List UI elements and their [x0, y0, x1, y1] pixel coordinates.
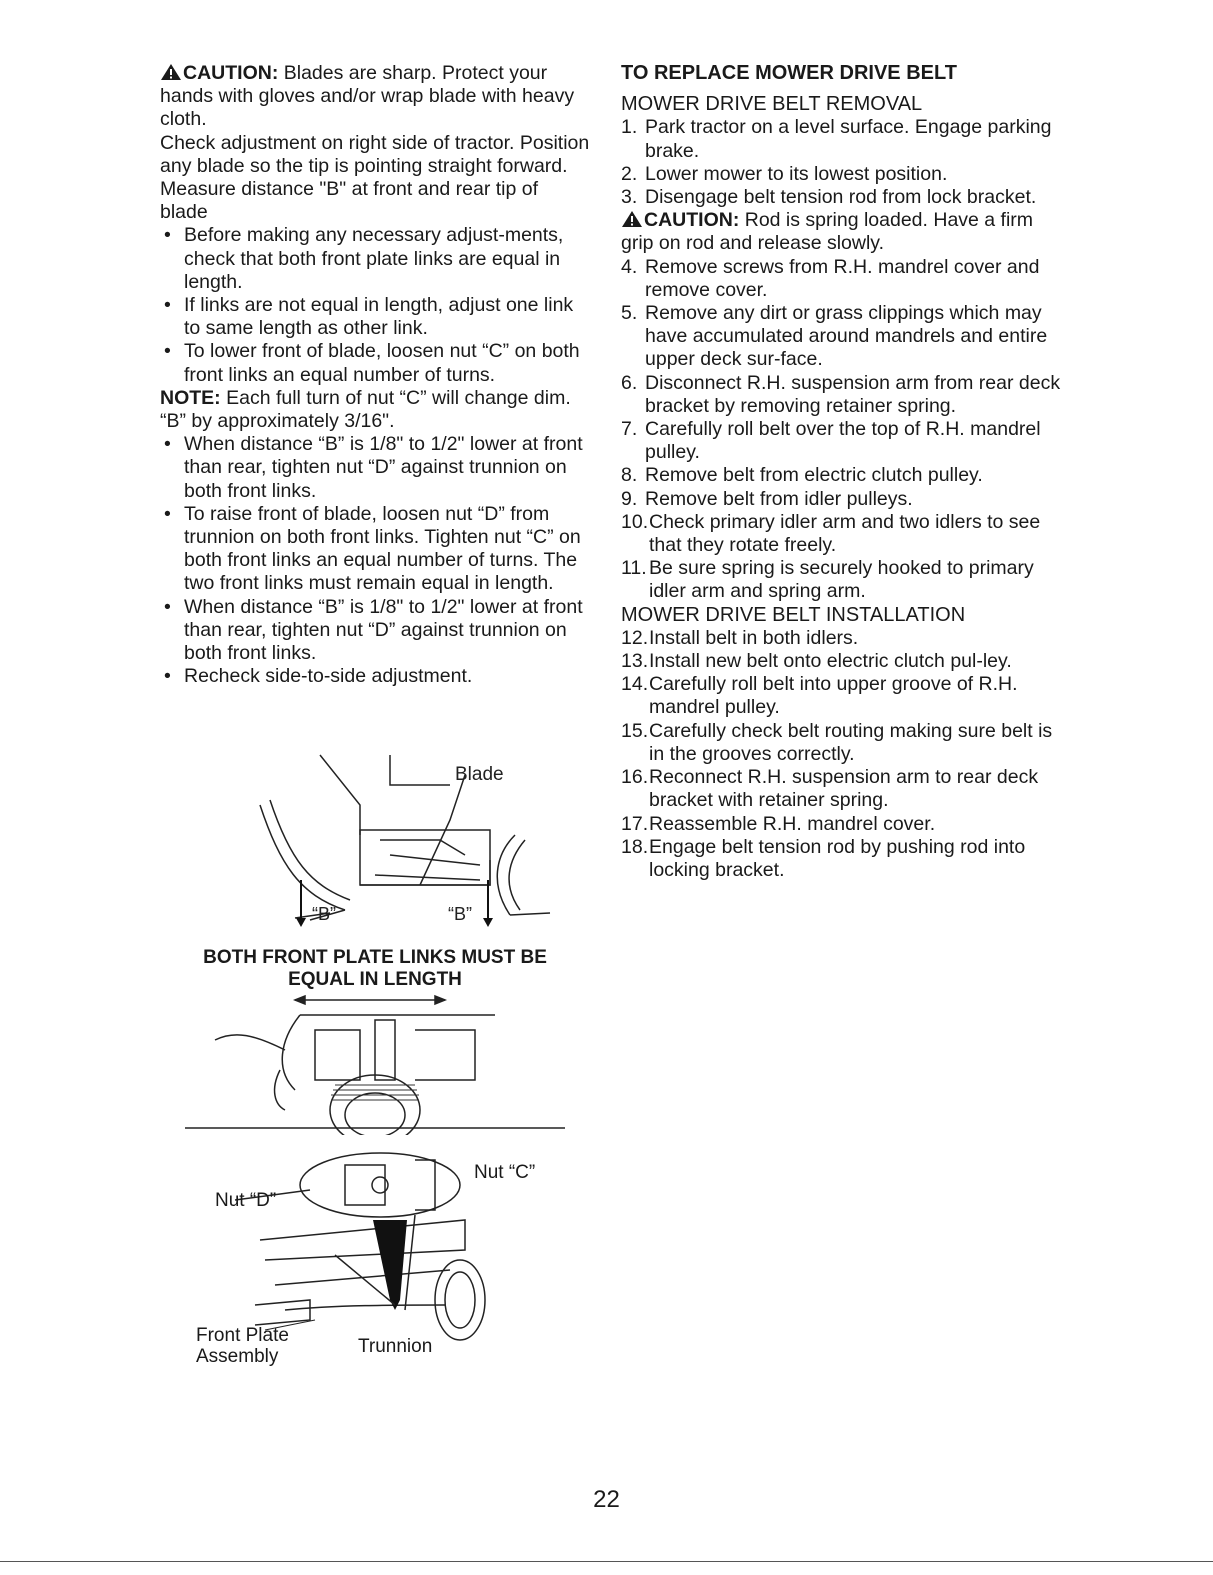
- list-item: [621, 813, 1061, 836]
- step-number: 3.: [621, 186, 638, 209]
- step-text: Reassemble R.H. mandrel cover.: [649, 812, 936, 835]
- list-item: [621, 650, 1061, 673]
- step-text: Remove any dirt or grass clippings which may have accumulated around mandrels and entire upper deck sur-face.: [645, 302, 1048, 371]
- note-label: NOTE:: [160, 386, 221, 409]
- removal-title: MOWER DRIVE BELT REMOVAL: [621, 93, 923, 116]
- list-item: [621, 557, 1061, 603]
- list-item: [621, 464, 1061, 487]
- list-item: [621, 836, 1061, 882]
- trunnion-label: Trunnion: [358, 1336, 433, 1357]
- step-text: Engage belt tension rod by pushing rod into locking bracket.: [649, 835, 1026, 881]
- blade-measurement-figure: [250, 745, 560, 930]
- step-text: Remove screws from R.H. mandrel cover and remove cover.: [645, 255, 1040, 301]
- bullet-item: • If links are not equal in length, adjust one link to same length as other link.: [160, 294, 590, 340]
- intro-paragraph: Check adjustment on right side of tractor. Position any blade so the tip is pointing straight forward. Measure distance "B" at front and rear tip of blade: [160, 131, 590, 224]
- step-number: 1.: [621, 116, 638, 139]
- list-item: [621, 720, 1061, 766]
- list-item: [621, 186, 1061, 209]
- warning-triangle-icon: [160, 63, 182, 81]
- nut-d-label: Nut “D”: [215, 1190, 277, 1211]
- step-number: 13.: [621, 650, 649, 673]
- list-item: [621, 627, 1061, 650]
- step-text: Carefully check belt routing making sure belt is in the grooves correctly.: [649, 719, 1053, 765]
- install-title: MOWER DRIVE BELT INSTALLATION: [621, 603, 966, 626]
- step-text: Disengage belt tension rod from lock bracket.: [645, 186, 1037, 209]
- note-text: Each full turn of nut “C” will change dim. “B” by approximately 3/16".: [160, 386, 571, 433]
- step-number: 2.: [621, 162, 638, 185]
- warning-triangle-icon: [621, 210, 643, 228]
- bullet-item: • When distance “B” is 1/8" to 1/2" lower at front than rear, tighten nut “D” against trunnion on both front links.: [160, 433, 590, 503]
- step-text: Park tractor on a level surface. Engage parking brake.: [645, 116, 1052, 162]
- step-text: Check primary idler arm and two idlers to see that they rotate freely.: [649, 510, 1041, 557]
- front-plate-label: [196, 1325, 289, 1367]
- step-number: 6.: [621, 371, 638, 394]
- caution-label: CAUTION:: [183, 62, 279, 84]
- section-heading: TO REPLACE MOWER DRIVE BELT: [621, 62, 957, 84]
- step-number: 15.: [621, 719, 649, 742]
- step-number: 11.: [621, 557, 647, 580]
- nut-c-label: Nut “C”: [474, 1162, 536, 1183]
- list-item: [621, 673, 1061, 719]
- list-item: [621, 511, 1061, 557]
- list-item: [621, 163, 1061, 186]
- front-plate-line-1: Front Plate: [196, 1325, 289, 1346]
- step-text: Remove belt from idler pulleys.: [645, 487, 913, 510]
- step-text: Carefully roll belt over the top of R.H. mandrel pulley.: [645, 418, 1041, 464]
- bullet-item: • Before making any necessary adjust-ments, check that both front plate links are equal in length.: [160, 224, 590, 294]
- step-number: 4.: [621, 255, 638, 278]
- note-paragraph: [160, 387, 590, 433]
- caution-rod: [621, 209, 1061, 255]
- caution-label: CAUTION:: [644, 209, 740, 232]
- step-text: Remove belt from electric clutch pulley.: [645, 464, 983, 487]
- page-number: 22: [593, 1486, 620, 1513]
- list-item: [621, 418, 1061, 464]
- front-links-figure: [185, 990, 565, 1135]
- caution-blades: [160, 62, 590, 132]
- right-column: [621, 62, 1061, 882]
- step-number: 5.: [621, 302, 638, 325]
- caution-text: Blades are sharp. Protect your hands with gloves and/or wrap blade with heavy cloth.: [160, 62, 575, 131]
- step-text: Lower mower to its lowest position.: [645, 162, 948, 185]
- step-number: 17.: [621, 812, 649, 835]
- figure-caption: [160, 947, 590, 991]
- list-item: [621, 302, 1061, 372]
- bullet-item: • To raise front of blade, loosen nut “D” from trunnion on both front links. Tighten nut “C” on both front links an equal number of turns. The two front links must remain equal in length.: [160, 503, 590, 596]
- step-number: 8.: [621, 464, 638, 487]
- bullet-item: • To lower front of blade, loosen nut “C” on both front links an equal number of turns.: [160, 340, 590, 386]
- caption-line-2: EQUAL IN LENGTH: [288, 969, 462, 990]
- step-text: Reconnect R.H. suspension arm to rear deck bracket with retainer spring.: [649, 766, 1039, 812]
- step-number: 18.: [621, 835, 649, 858]
- left-column: [160, 62, 590, 688]
- list-item: [621, 256, 1061, 302]
- step-text: Carefully roll belt into upper groove of R.H. mandrel pulley.: [649, 673, 1018, 719]
- caption-line-1: BOTH FRONT PLATE LINKS MUST BE: [203, 947, 547, 968]
- step-text: Install belt in both idlers.: [649, 626, 859, 649]
- bottom-divider: [0, 1561, 1213, 1562]
- list-item: [621, 372, 1061, 418]
- step-number: 9.: [621, 487, 638, 510]
- step-text: Be sure spring is securely hooked to primary idler arm and spring arm.: [649, 557, 1034, 603]
- front-plate-line-2: Assembly: [196, 1346, 279, 1367]
- list-item: [621, 116, 1061, 162]
- step-number: 16.: [621, 766, 649, 789]
- step-text: Disconnect R.H. suspension arm from rear deck bracket by removing retainer spring.: [645, 371, 1061, 417]
- step-number: 10.: [621, 510, 649, 533]
- list-item: [621, 766, 1061, 812]
- dimension-b-right: “B”: [448, 904, 472, 924]
- step-number: 12.: [621, 626, 649, 649]
- step-text: Install new belt onto electric clutch pul-ley.: [649, 650, 1012, 673]
- caution-text: Rod is spring loaded. Have a firm grip on rod and release slowly.: [621, 209, 1034, 255]
- dimension-b-left: “B”: [312, 904, 336, 924]
- step-number: 7.: [621, 418, 638, 441]
- blade-label: Blade: [455, 764, 504, 785]
- step-number: 14.: [621, 673, 649, 696]
- bullet-item: • When distance “B” is 1/8" to 1/2" lower at front than rear, tighten nut “D” against trunnion on both front links.: [160, 596, 590, 666]
- list-item: [621, 488, 1061, 511]
- bullet-item: • Recheck side-to-side adjustment.: [160, 665, 590, 688]
